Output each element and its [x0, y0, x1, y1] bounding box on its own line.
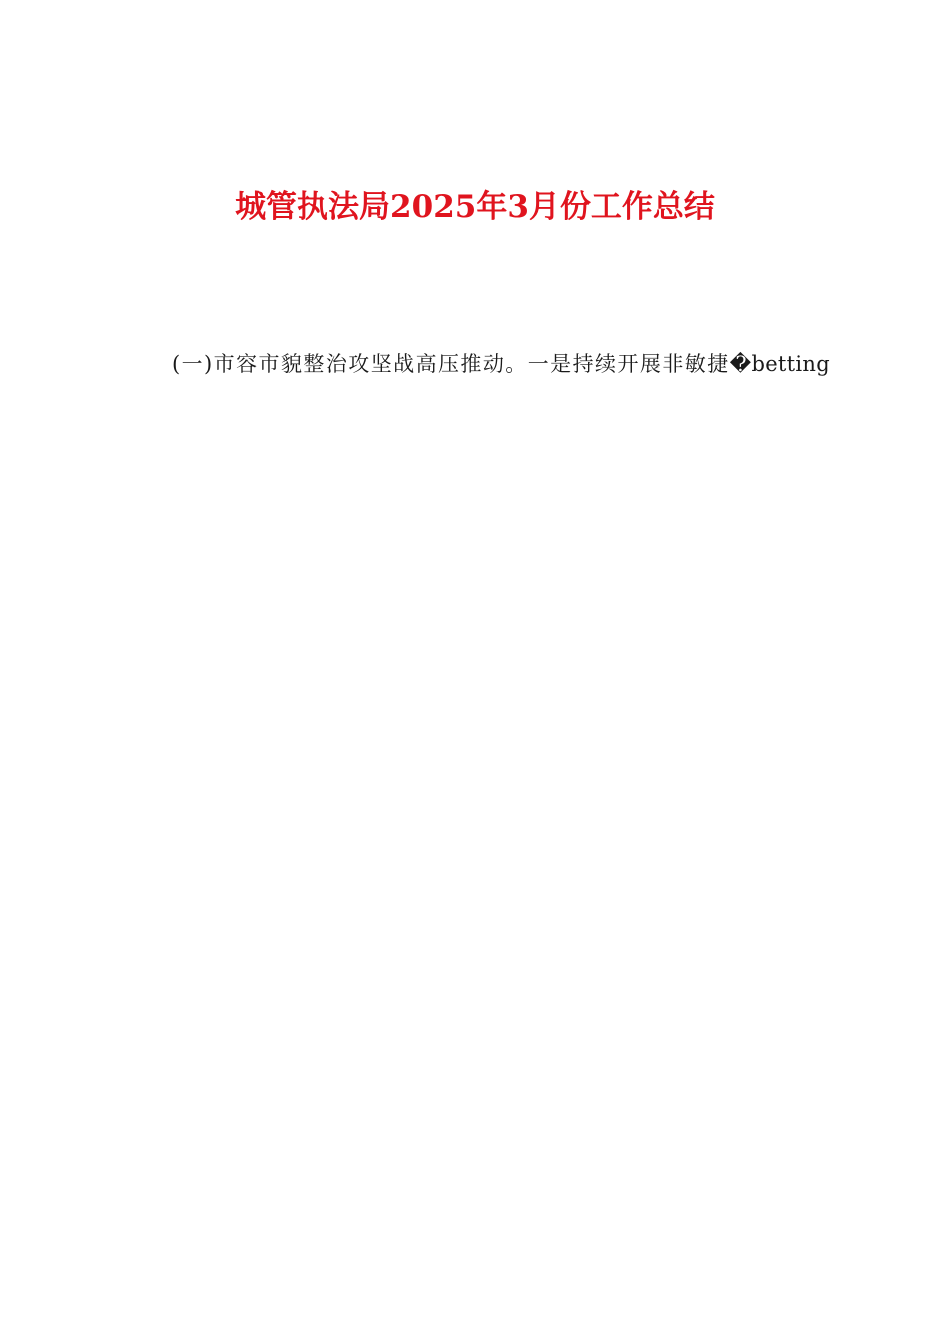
body-line: [128, 697, 830, 748]
body-line: [128, 545, 830, 596]
body-line: [128, 596, 830, 647]
body-line: [128, 1000, 830, 1051]
body-line: [128, 1151, 830, 1202]
document-body: [128, 343, 830, 1202]
body-line: [128, 747, 830, 798]
body-line: (一)市容市貌整治攻坚战高压推动。一是持续开展非敏捷�betting: [172, 352, 830, 376]
body-line: [128, 1101, 830, 1152]
body-line: [128, 798, 830, 849]
body-line: [128, 495, 830, 546]
body-line: [128, 444, 830, 495]
body-line: [128, 949, 830, 1000]
body-line: [128, 1050, 830, 1101]
body-line: [128, 899, 830, 950]
body-line: [128, 848, 830, 899]
body-line: [128, 646, 830, 697]
document-title: 城管执法局2025年3月份工作总结: [235, 189, 715, 225]
body-line: [128, 394, 830, 445]
